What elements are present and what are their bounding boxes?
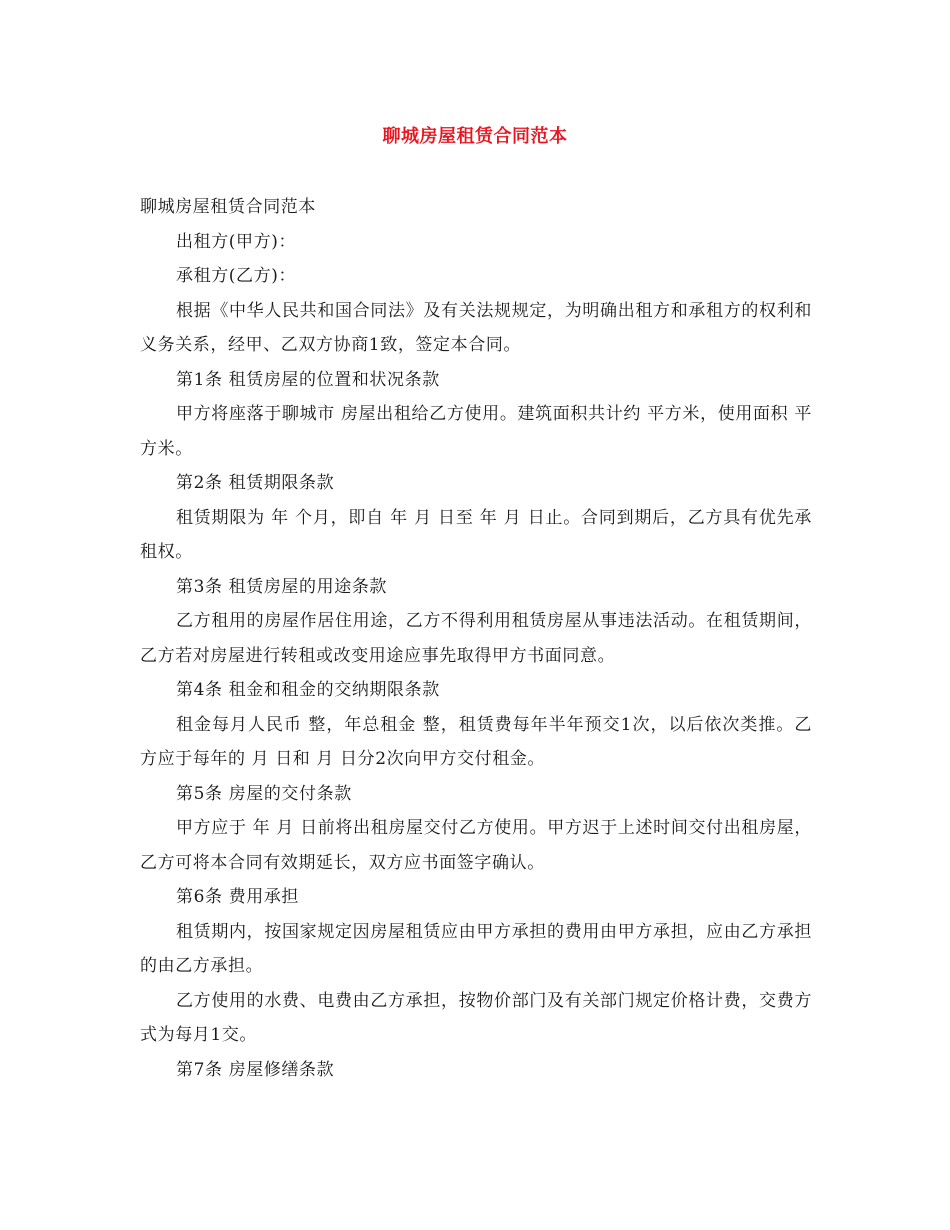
paragraph-lessee: 承租方(乙方)： [176, 266, 297, 286]
clause-4-body: 租金每月人民币 整，年总租金 整，租赁费每年半年预交1次，以后依次类推。乙方应于每年的 月 日和 月 日分2次向甲方交付租金。 [140, 714, 812, 769]
clause-1-heading: 第1条 租赁房屋的位置和状况条款 [176, 369, 440, 390]
clause-3-body: 乙方租用的房屋作居住用途，乙方不得利用租赁房屋从事违法活动。在租赁期间，乙方若对房屋进行转租或改变用途应事先取得甲方书面同意。 [140, 611, 812, 666]
paragraph-heading: 聊城房屋租赁合同范本 [140, 197, 316, 217]
paragraph-preamble: 根据《中华人民共和国合同法》及有关法规规定，为明确出租方和承租方的权利和义务关系，经甲、乙双方协商1致，签定本合同。 [140, 300, 812, 355]
clause-4-heading: 第4条 租金和租金的交纳期限条款 [176, 680, 440, 700]
clause-1-body: 甲方将座落于聊城市 房屋出租给乙方使用。建筑面积共计约 平方米，使用面积 平方米。 [140, 404, 812, 459]
clause-6-body-1: 租赁期内，按国家规定因房屋租赁应由甲方承担的费用由甲方承担，应由乙方承担的由乙方承担。 [140, 921, 812, 976]
clause-6-body-2: 乙方使用的水费、电费由乙方承担，按物价部门及有关部门规定价格计费，交费方式为每月1交。 [140, 990, 812, 1045]
clause-2-heading: 第2条 租赁期限条款 [176, 473, 335, 493]
clause-5-heading: 第5条 房屋的交付条款 [176, 783, 352, 804]
document-body [140, 190, 812, 1087]
clause-7-heading: 第7条 房屋修缮条款 [176, 1059, 335, 1080]
clause-5-body: 甲方应于 年 月 日前将出租房屋交付乙方使用。甲方迟于上述时间交付出租房屋，乙方可将本合同有效期延长，双方应书面签字确认。 [140, 818, 812, 873]
clause-2-body: 租赁期限为 年 个月，即自 年 月 日至 年 月 日止。合同到期后，乙方具有优先承租权。 [140, 507, 812, 562]
document-title: 聊城房屋租赁合同范本 [382, 126, 568, 147]
paragraph-lessor: 出租方(甲方)： [176, 231, 297, 252]
clause-6-heading: 第6条 费用承担 [176, 887, 300, 907]
clause-3-heading: 第3条 租赁房屋的用途条款 [176, 576, 388, 597]
